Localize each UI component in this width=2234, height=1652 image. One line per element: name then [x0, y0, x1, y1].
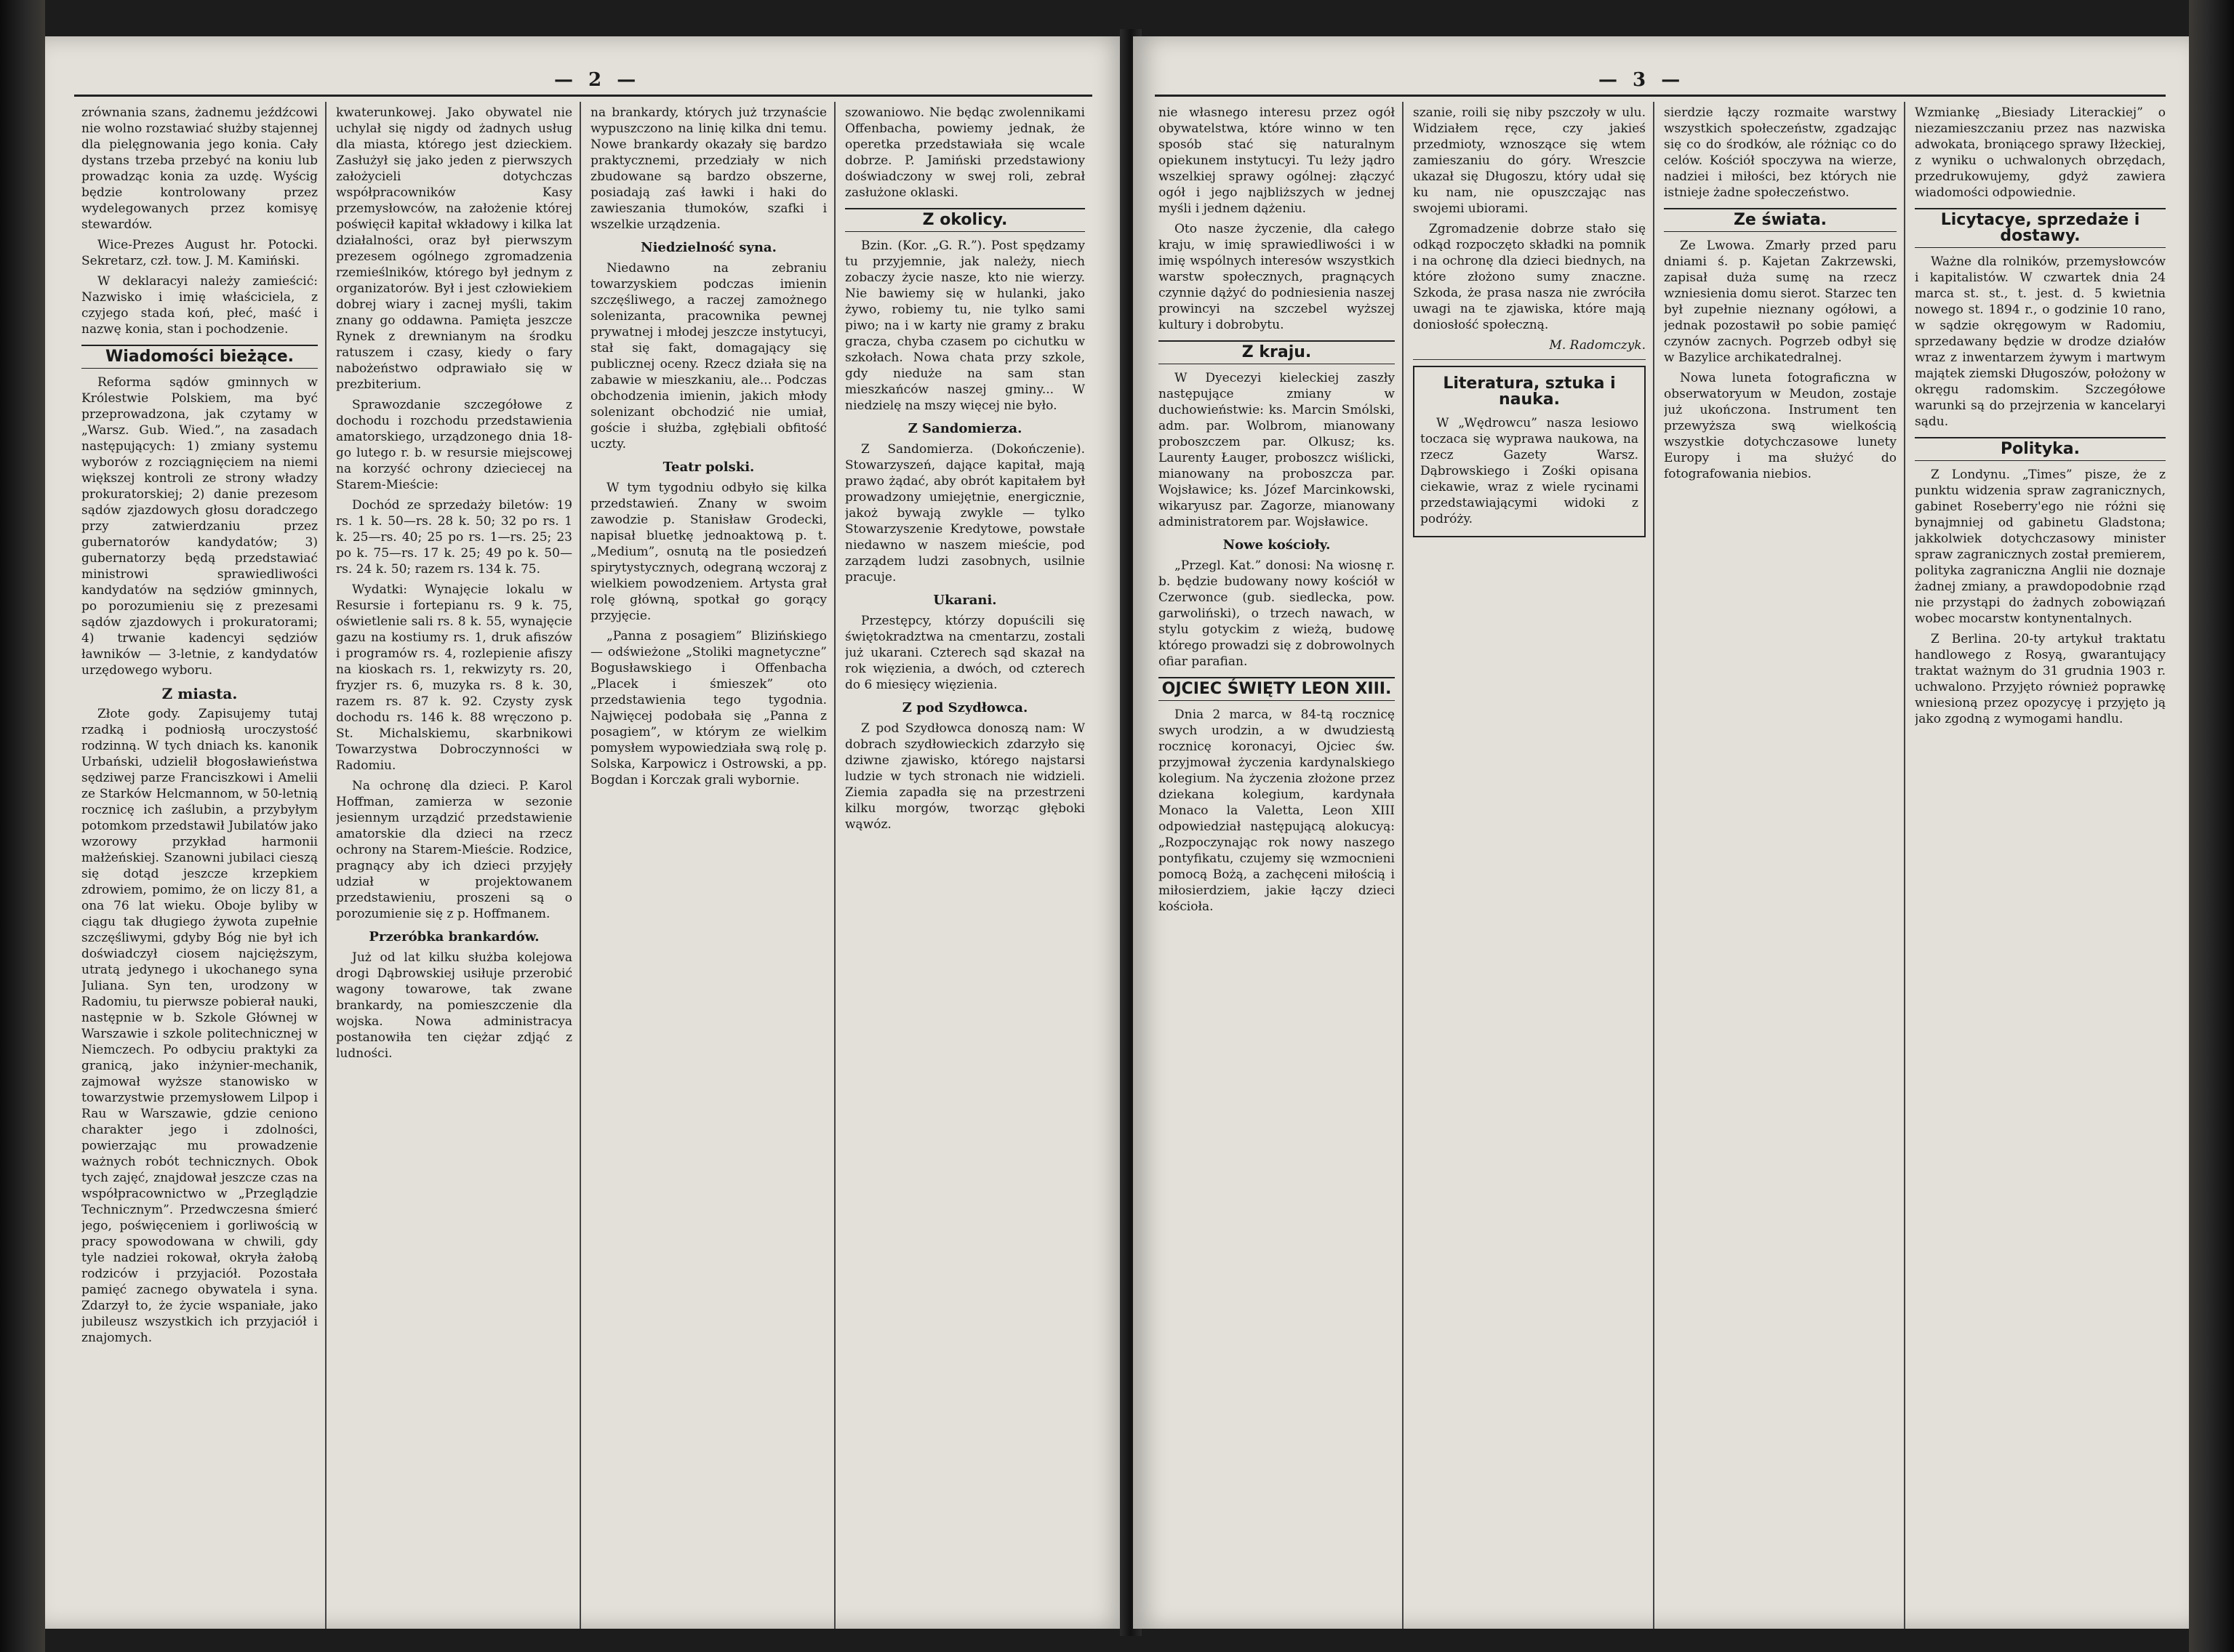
article-dyecezya: W Dyecezyi kieleckiej zaszły następujące zmiany w duchowieństwie: ks. Marcin Smólski, adm. par. Wolbrom, mianowany proboszczem par. Olkusz; ks. Laurenty Łauger, proboszcz wiślicki, mianowany na proboszcza par. Wojsławice; ks. Józef Marcinkowski, wikaryusz par. Zagorze, mianowany administratorem par. Wojsławice. [1158, 371, 1395, 529]
page-number-right: — 3 — [1598, 69, 1685, 91]
article-text: na brankardy, których już trzynaście wypuszczono na linię kilka dni temu. Nowe brankardy okazały się bardzo praktycznemi, przedziały w nich zbudowane są bardzo obszerne, posiadają zaś ławki i haki do zawieszania tłumoków, szafki i wszelkie urządzenia. [590, 105, 827, 232]
section-title-z-miasta: Z miasta. [161, 685, 238, 702]
column-3-right [1664, 105, 1897, 1624]
article-nowe-koscioly: „Przegl. Kat.” donosi: Na wiosnę r. b. będzie budowany nowy kościół w Czerwonce (gub. siedlecka, pow. garwoliński), o trzech nawach, w stylu gotyckim z wieżą, budowę którego prowadzi się z dobrowolnych ofiar parafian. [1158, 558, 1395, 669]
column-divider [325, 102, 327, 1629]
article-wzmianka: Wzmiankę „Biesiady Literackiej” o niezamieszczaniu przez nas nazwiska adwokata, broniącego sprawy Iłżeckiej, z wyniku o uchwalonych obrzędach, przedrukowujemy, gdyż zawiera wiadomości odpowiednie. [1915, 105, 2166, 200]
column-1-right [1158, 105, 1395, 1624]
page-number-left: — 2 — [554, 69, 641, 91]
article-berlin: Z Berlina. 20-ty artykuł traktatu handlowego z Rosyą, gwarantujący traktat ważnym do 31 grudnia 1903 r. uchwalono. Przyjęto również poprawkę wniesioną przez opozycyę i przyjęto ją jako zgodną z wymogami handlu. [1915, 632, 2166, 726]
section-title-z-okolicy: Z okolicy. [845, 208, 1085, 232]
section-title-licytacye: Licytacye, sprzedaże i dostawy. [1915, 208, 2166, 248]
binding-left-edge [0, 0, 45, 1652]
article-bzin: Bzin. (Kor. „G. R.”). Post spędzamy tu przyjemnie, jak należy, niech zobaczy życie nasze, kto nie wierzy. Nie bawiemy się w hulanki, jako żywo, robiemy tu, nie tylko sami piwo; na i w karty nie gramy z braku gracza, chyba czasem po cichutku w szkołach. Nowa chata przy szkole, gdy nieduże na sam stan mieszkańców naszej gminy... W niedzielę na mszy więcej nie było. [845, 238, 1085, 413]
article-zlote-gody: Złote gody. Zapisujemy tutaj rzadką i podniosłą uroczystość rodzinną. W tych dniach ks. kanonik Urbański, udzielił błogosławieństwa sędziwej parze Franciszkowi i Amelii ze Starków Helcmannom, w 50-letnią rocznicę ich zaślubin, a przybyłym potomkom przedstawił Jubilatów jako wzorowy przykład harmonii małżeńskiej. Szanowni jubilaci cieszą się dotąd jeszcze krzepkiem zdrowiem, pomimo, że on liczy 81, a ona 76 lat wieku. Oboje byliby w ciągu tak długiego żywota zupełnie szczęśliwymi, gdyby Bóg nie był ich doświadczył ciosem najcięższym, utratą jedynego i ukochanego syna Juliana. Syn ten, urodzony w Radomiu, tu pierwsze pobierał nauki, następnie w b. Szkole Głównej w Warszawie i szkole politechnicznej w Niemczech. Po odbyciu praktyki za granicą, jako inżynier-mechanik, zajmował wyższe stanowisko w towarzystwie przemysłowem Lilpop i Rau w Warszawie, gdzie ceniono charakter jego i zdolności, powierzając mu prowadzenie ważnych robót technicznych. Obok tych zajęć, znajdował jeszcze czas na współpracownictwo w „Przeglądzie Technicznym”. Przedwczesna śmierć jego, poświęceniem i gorliwością w pracy spowodowana w chwili, gdy tyle nadziei rokował, okryła żałobą rodziców i przyjaciół. Pozostała pamięć zacnego obywatela i syna. Zdarzył to, że życie wspaniałe, jako jubileusz wszystkich ich przyjaciół i znajomych. [81, 707, 318, 1345]
article-teatr: W tym tygodniu odbyło się kilka przedstawień. Znany w swoim zawodzie p. Stanisław Grodecki, napisał bluetkę jednoaktową p. t. „Medium”, osnutą na tle posiedzeń spirytystycznych, odegraną wczoraj z wielkiem powodzeniem. Artysta grał rolę główną, spotkał go gorący przyjęcie. [590, 481, 827, 623]
literatura-box [1413, 366, 1646, 537]
column-divider [1653, 102, 1654, 1629]
heading-nowe-koscioly: Nowe kościoły. [1222, 537, 1331, 553]
article-ojciec-swiety: Dnia 2 marca, w 84-tą rocznicę swych urodzin, a w dwudziestą rocznicę koronacyi, Ojciec św. przyjmował życzenia kardynalskiego kolegium. Na życzenia złożone przez dziekana kolegium, kardynała Monaco la Valetta, Leon XIII odpowiedział następującą alokucyą: „Rozpoczynając rok nowy naszego pontyfikatu, czujemy się wzmocnieni pomocą Bożą, a zachęceni miłością i miłosierdziem, jakie łączy dzieci kościoła. [1158, 707, 1395, 914]
article-szydlowiec: Z pod Szydłowca donoszą nam: W dobrach szydłowieckich zdarzyło się dziwne zjawisko, którego najstarsi ludzie w tych stronach nie widzieli. Ziemia zapadła się na przestrzeni kilku morgów, tworząc głęboki wąwóz. [845, 721, 1085, 832]
article-dochod: Dochód ze sprzedaży biletów: 19 rs. 1 k. 50—rs. 28 k. 50; 32 po rs. 1 k. 25—rs. 40; 25 po rs. 1—rs. 25; 23 po k. 75—rs. 17 k. 25; 49 po k. 50—rs. 24 k. 50; razem rs. 134 k. 75. [336, 498, 572, 577]
section-title-z-kraju: Z kraju. [1158, 340, 1395, 364]
column-2-right [1413, 105, 1646, 1624]
article-text: kwaterunkowej. Jako obywatel nie uchylał się nigdy od żadnych usług dla miasta, którego jest dzieckiem. Zasłużył się jako jeden z pierwszych założycieli dotychczas współpracowników Kasy przemysłowców, na założenie której poświęcił kapitał wkładowy i kilka lat działalności, oraz był pierwszym prezesem ogólnego zgromadzenia rzemieślników, którego był jednym z organizatorów. Był i jest człowiekiem dobrej wiary i zacnej myśli, takim znany go oddawna. Pamięta jeszcze Rynek z drewnianym na środku ratuszem i czasy, kiedy o fary nabożeństwo odprawiało się w prezbiterium. [336, 105, 572, 392]
section-title-polityka: Polityka. [1915, 437, 2166, 461]
article-wedrowiec: W „Wędrowcu” nasza lesiowo toczaca się wyprawa naukowa, na rzecz Gazety Warsz. Dąbrowskiego i Zośki opisana ciekawie, wraz z wiele rycinami przedstawiającymi widoki z podróży. [1420, 416, 1638, 526]
section-title-ojciec-swiety: OJCIEC ŚWIĘTY LEON XIII. [1158, 677, 1395, 701]
column-divider [580, 102, 581, 1629]
heading-przerobka: Przeróbka brankardów. [369, 929, 540, 945]
article-text: szanie, roili się niby pszczoły w ulu. Widziałem ręce, czy jakieś przedmioty, wznoszące się wtem zamieszaniu do góry. Wreszcie ukazał się Długoszu, który udał się ku nam, nie opuszczając nas swojemi ubiorami. [1413, 105, 1646, 216]
top-rule-right [1155, 95, 2166, 97]
article-text: zrównania szans, żadnemu jeźdźcowi nie wolno rozstawiać służby stajennej dla pielęgnowania jego konia. Cały dystans trzeba przebyć na koniu lub prowadząc konia za uzdę. Wyścig będzie kontrolowany przez wydelegowanych przez komisyę stewardów. [81, 105, 318, 232]
article-text: Oto nasze życzenie, dla całego kraju, w imię sprawiedliwości i w imię wspólnych interesów wszystkich warstw społecznych, pragnących czynnie dążyć do podniesienia naszej prowincyi na szczebel wyższej kultury i dobrobytu. [1158, 222, 1395, 332]
article-signoff: Wice-Prezes August hr. Potocki. Sekretarz, czł. tow. J. M. Kamiński. [81, 238, 318, 268]
article-polityka: Z Londynu. „Times” pisze, że z punktu widzenia spraw zagranicznych, gabinet Roseberry'ego nie różni się bynajmniej od gabinetu Gladstona; jakkolwiek dotychczasowy minister spraw zagranicznych został premierem, polityka zagraniczna Anglii nie doznaje żadnej zmiany, a prawdopodobnie rząd nie przystąpi do żadnych zobowiązań wobec mocarstw kontynentalnych. [1915, 468, 2166, 626]
heading-szydlowiec: Z pod Szydłowca. [902, 700, 1028, 715]
heading-ukarani: Ukarani. [933, 593, 997, 608]
newspaper-page-right [1133, 36, 2189, 1629]
column-divider [1904, 102, 1905, 1629]
article-ukarani: Przestępcy, którzy dopuścili się świętokradztwa na cmentarzu, zostali już ukarani. Czterech sąd skazał na rok więzienia, a dwóch, od czterech do 6 miesięcy więzienia. [845, 614, 1085, 692]
article-text: sierdzie łączy rozmaite warstwy wszystkich społeczeństw, zgadzając się co do środków, ale różniąc co do celów. Kościół spoczywa na wierze, nadziei i miłości, bez których nie istnieje żadne społeczeństwo. [1664, 105, 1897, 200]
heading-teatr: Teatr polski. [662, 460, 755, 475]
column-1-left [81, 105, 318, 1624]
article-sprawozdanie: Sprawozdanie szczegółowe z dochodu i rozchodu przedstawienia amatorskiego, urządzonego dnia 18-go lutego r. b. w resursie miejscowej na korzyść ochrony dzieciecej na Starem-Mieście: [336, 398, 572, 492]
article-niedzielnosc: Niedawno na zebraniu towarzyskiem podczas imienin szczęśliwego, a raczej zamożnego solenizanta, pracownika pewnej prywatnej i młodej jeszcze instytucyi, stał się fakt, domagający się publicznej oceny. Rzecz działa się na zabawie w mieszkaniu, ale... Podczas obchodzenia imienin, jakich młody solenizant obchodzić nie umiał, goście i służba, zgłębiali obfitość uczty. [590, 261, 827, 452]
article-reforma: Reforma sądów gminnych w Królestwie Polskiem, ma być przeprowadzona, jak czytamy w „Warsz. Gub. Wied.”, na zasadach następujących: 1) zmiany systemu wyborów z rozciągnięciem na niemi większej kontroli ze strony władzy prokuratorskiej; 2) danie prezesom sądów zjazdowych głosu doradczego przy zatwierdzaniu przez gubernatorów kandydatów; 3) gubernatorzy będą przedstawiać ministrowi sprawiedliwości kandydatów na sędziów gminnych, po porozumieniu się z prezesami sądów zjazdowych i prokuratorami; 4) trwanie kadencyi sędziów ławników — 3-letnie, z kandydatów urzędowego wyboru. [81, 375, 318, 678]
top-rule-left [74, 95, 1092, 97]
section-title-ze-swiata: Ze świata. [1664, 208, 1897, 232]
column-4-right [1915, 105, 2166, 1624]
article-nowa-luneta: Nowa luneta fotograficzna w obserwatoryum w Meudon, zostaje już ukończona. Instrument ten przewyższa swą wielkością wszystkie dotychczasowe lunety Europy i ma służyć do fotografowania niebios. [1664, 371, 1897, 481]
article-panna: „Panna z posagiem” Blizińskiego — odświeżone „Stoliki magnetyczne” Bogusławskiego i Offenbacha „Placek i śmieszek” oto przedstawienia tego tygodnia. Najwięcej podobała się „Panna z posagiem”, w którym ze wielkim pomysłem wypowiedziała swą rolę p. Solska, Karpowicz i Ostrowski, a pp. Bogdan i Korczak grali wybornie. [590, 629, 827, 787]
article-text: Zgromadzenie dobrze stało się odkąd rozpoczęto składki na pomnik i na ochronę dla dzieci biednych, na które złożono sumy znaczne. Szkoda, że prasa nasza nie zwróciła uwagi na te zjawiska, które mają doniosłość społeczną. [1413, 222, 1646, 332]
column-divider [834, 102, 836, 1629]
section-title-wiadomosci: Wiadomości bieżące. [81, 345, 318, 369]
divider [1413, 359, 1646, 360]
column-4-left [845, 105, 1085, 1624]
article-licytacye: Ważne dla rolników, przemysłowców i kapitalistów. W czwartek dnia 24 marca st. st., t. jest. d. 5 kwietnia nowego st. 1894 r., o godzinie 10 rano, w sądzie okręgowym w Radomiu, sprzedawany będzie w drodze działów wraz z inwentarzem żywym i martwym majątek ziemski Długoszów, położony w okręgu radomskim. Szczegółowe warunki są do przejrzenia w kancelaryi sądu. [1915, 254, 2166, 429]
article-note: W deklaracyi należy zamieścić: Nazwisko i imię właściciela, z czyjego stada koń, płeć, maść i nazwę konia, stan i pochodzenie. [81, 274, 318, 337]
article-text: szowaniowo. Nie będąc zwolennikami Offenbacha, powiemy jednak, że operetka przedstawiała się wcale dobrze. P. Jamiński przedstawiony doświadczony w swej roli, zebrał zasłużone oklaski. [845, 105, 1085, 200]
article-text: nie własnego interesu przez ogół obywatelstwa, które winno w ten sposób stać się naturalnym opiekunem instytucyi. Tu leży jądro wszelkiej sprawy ogólnej: złączyć ogół i jego najbliższych w jednej myśli i jednem dążeniu. [1158, 105, 1395, 216]
binding-right-edge [2189, 0, 2234, 1652]
column-2-left [336, 105, 572, 1624]
column-3-left [590, 105, 827, 1624]
newspaper-page-left [45, 36, 1127, 1629]
article-na-ochrone: Na ochronę dla dzieci. P. Karol Hoffman, zamierza w sezonie jesiennym urządzić przedstawienie amatorskie dla dzieci na rzecz ochrony na Starem-Mieście. Rodzice, pragnący aby ich dzieci przyjęły udział w projektowanem przedstawieniu, proszeni są o porozumienie się z p. Hoffmanem. [336, 779, 572, 921]
article-sandomierz: Z Sandomierza. (Dokończenie). Stowarzyszeń, dające kapitał, mają prawo żądać, aby obrót kapitałem był prowadzony umiejętnie, energicznie, jakoż bywają zwykle — tylko Stowarzyszenie Kredytowe, powstałe niedawno w naszem mieście, pod zarządem ludzi zasobnych, usilnie pracuje. [845, 442, 1085, 585]
article-przerobka: Już od lat kilku służba kolejowa drogi Dąbrowskiej usiłuje przerobić wagony towarowe, tak zwane brankardy, na pomieszczenie dla wojska. Nowa administracya postanowiła ten ciężar zdjąć z ludności. [336, 950, 572, 1061]
article-wydatki: Wydatki: Wynajęcie lokalu w Resursie i fortepianu rs. 9 k. 75, oświetlenie sali rs. 8 k. 55, wynajęcie gazu na kostiumy rs. 1, druk afiszów i programów rs. 4, rozlepienie afiszy na kioskach rs. 1, rekwizyty rs. 20, fryzjer rs. 6, muzyka rs. 8 k. 30, razem rs. 87 k. 92. Czysty zysk dochodu rs. 146 k. 88 wręczono p. St. Michalskiemu, skarbnikowi Towarzystwa Dobroczynności w Radomiu. [336, 582, 572, 773]
column-divider [1402, 102, 1404, 1629]
heading-sandomierz: Z Sandomierza. [908, 421, 1022, 436]
heading-niedzielnosc: Niedzielność syna. [641, 240, 777, 255]
section-title-literatura: Literatura, sztuka i nauka. [1443, 374, 1616, 409]
article-ze-lwowa: Ze Lwowa. Zmarły przed paru dniami ś. p. Kajetan Zakrzewski, zapisał duża sumę na rzecz wzniesienia domu sierot. Starzec ten był zupełnie nieznany ogółowi, a jednak pozostawił po sobie pamięć czynów zacnych. Pogrzeb odbył się w Bazylice archikatedralnej. [1664, 238, 1897, 365]
article-signature: M. Radomczyk. [1549, 338, 1646, 353]
